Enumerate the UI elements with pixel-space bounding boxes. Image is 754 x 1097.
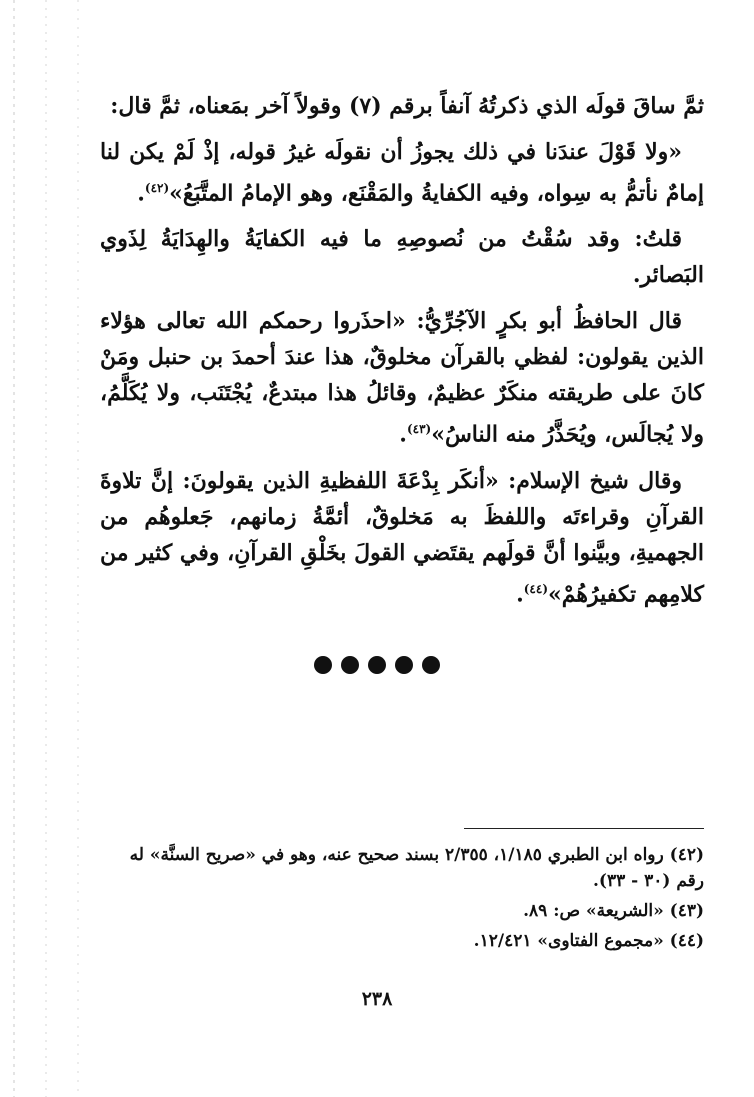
paragraph-5 [100,463,704,612]
paragraph-text: ثمَّ ساقَ قولَه الذي ذكرتُهُ آنفاً برقم (٧) وقولاً آخر بمَعناه، ثمَّ قال: [110,93,704,119]
footnote-reference: (٤٢) [144,181,170,195]
footnote-42: (٤٢) رواه ابن الطبري ١/١٨٥، ٢/٣٥٥ بسند صحيح عنه، وهو في «صريح السنَّة» له رقم (٣٠ - ٣٣). [129,845,704,891]
paragraph-text: قلتُ: وقد سُقْتُ من نُصوصِهِ ما فيه الكفايَةُ والهِدَايَةُ لِذَوي البَصائر. [100,226,704,289]
paragraph-text: وقال شيخ الإسلام: «أنكَر بِدْعَةَ اللفظيةِ الذين يقولونَ: إنَّ تلاوةَ القرآنِ وقراءتَه واللفظَ به مَخلوقٌ، أئمَّةُ زمانهم، جَعلوهُم من الجهميةِ، وبيَّنوا أنَّ قولَهم يقتَضي القولَ بخَلْقِ القرآنِ، وفي كثير من كلامِهم تكفيرُهُمْ» [100,467,704,607]
paragraph-1 [100,88,704,124]
separator-dot [314,656,332,674]
footnote-reference: (٤٣) [406,422,432,437]
separator-dot [395,656,413,674]
separator-dot [368,656,386,674]
binding-edge-lines [0,0,110,1097]
page-number: ٢٣٨ [361,988,393,1010]
paragraph-3 [100,221,704,293]
paragraph-4 [100,303,704,452]
footnotes [100,842,704,958]
paragraph-end: . [137,180,145,207]
footnote-43: (٤٣) «الشريعة» ص: ٨٩. [523,901,704,921]
main-text [100,88,704,622]
footnote-reference: (٤٤) [523,581,548,596]
separator-dot [341,656,359,674]
footnote-44: (٤٤) «مجموع الفتاوى» ١٢/٤٢١. [473,931,704,951]
section-separator [0,656,754,678]
paragraph-end: . [516,580,524,607]
separator-dot [422,656,440,674]
paragraph-end: . [399,421,407,448]
paragraph-text: قال الحافظُ أبو بكرٍ الآجُرِّيُّ: «احذَروا رحمكم الله تعالى هؤلاء الذين يقولون: لفظي بالقرآن مخلوقٌ، هذا عندَ أحمدَ بن حنبل ومَنْ كانَ على طريقته منكَرٌ عظيمٌ، وقائلُ هذا مبتدعٌ، يُجْتَنَب، ولا يُكَلَّمُ، ولا يُجالَس، ويُحَذَّرُ منه الناسُ» [100,308,704,448]
footnote-divider [464,828,704,829]
paragraph-text: «ولا قَوْلَ عندَنا في ذلك يجوزُ أن نقولَه غيرُ قوله، إذْ لَمْ يكن لنا إمامٌ نأتمُّ به سِواه، وفيه الكفايةُ والمَقْنَع، وهو الإمامُ المتَّبَعُ» [100,139,704,207]
paragraph-2 [100,134,704,211]
